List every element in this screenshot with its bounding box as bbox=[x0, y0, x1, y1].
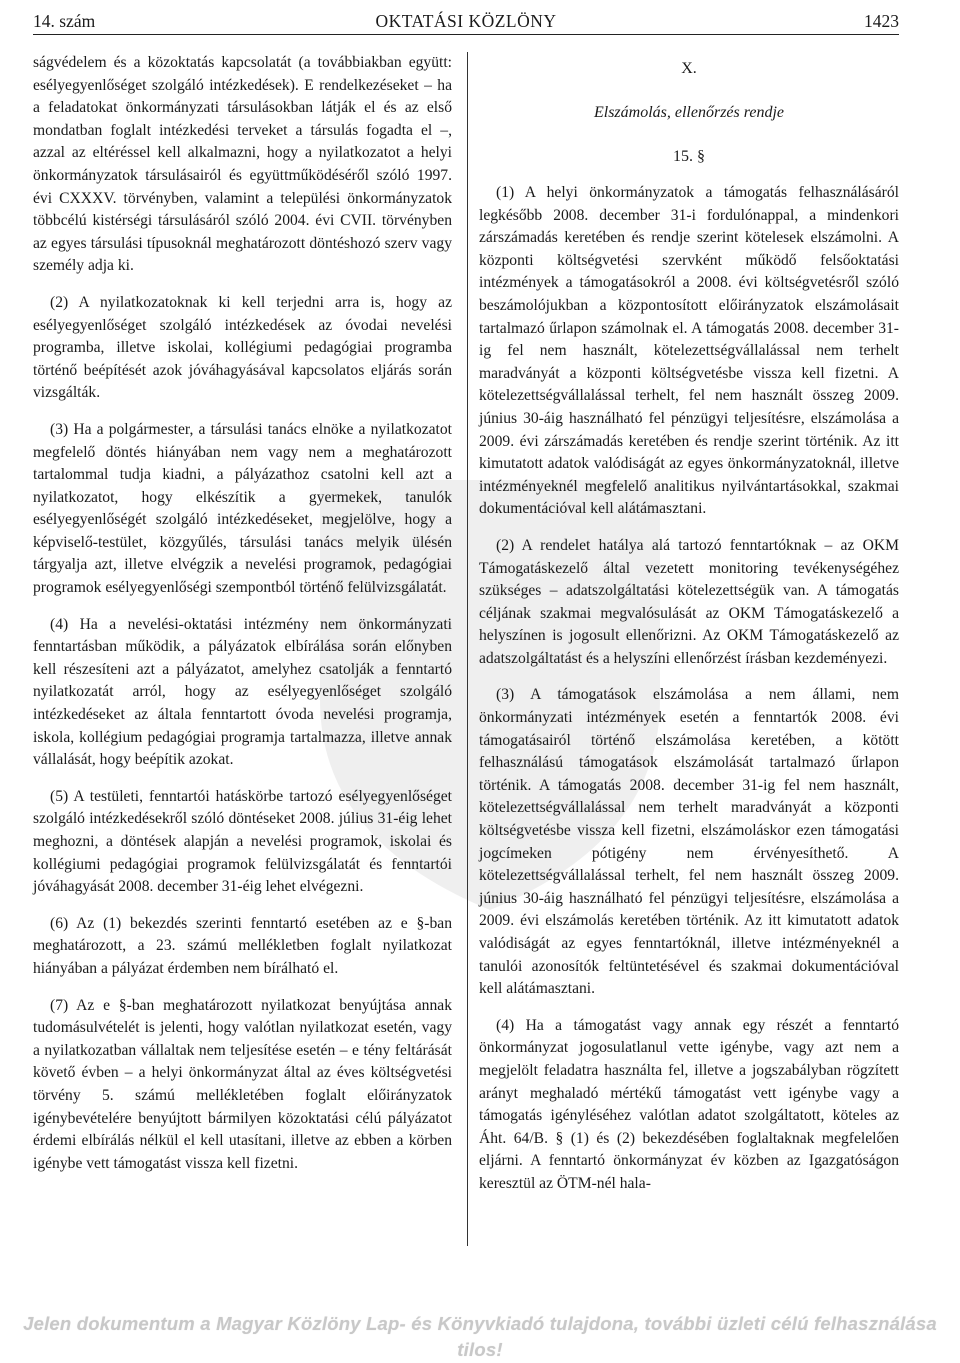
paragraph: (4) Ha a nevelési-oktatási intézmény nem önkormányzati fenntartásban működik, a pályázatok elbírálása során előnyben kell részesíteni azt a pályázatot, amelyhez csatolják a fenntartó nyilatkozatát arról, hogy az esélyegyenlőséget szolgáló intézkedéseket az általa fenntartott óvoda nevelési programja, iskola, kollégium pedagógiai programja tartalmazza, illetve annak vállalását, hogy beépítik azokat. bbox=[33, 615, 452, 769]
paragraph: ságvédelem és a közoktatás kapcsolatát (a továbbiakban együtt: esélyegyenlőséget szolgáló intézkedések). E rendelkezéseket – ha a feladatokat önkormányzati társulásokban látják el és az első mondatban foglalt intézkedési terveket a társulás fogadta el –, azzal az eltéréssel kell alkalmazni, hogy a nyilatkozatot a helyi önkormányzatok társulásairól és együttműködéséről szóló 1997. évi CXXXV. törvényben, valamint a települési önkormányzatok többcélú kistérségi társulásáról szóló 2004. évi CVII. törvényben az egyes társulási típusoknál meghatározott döntéshozó szerv vagy személy adja ki. bbox=[33, 54, 452, 275]
paragraph: (2) A nyilatkozatoknak ki kell terjedni arra is, hogy az esélyegyenlőséget szolgáló intézkedések az óvodai nevelési programba, illetve iskolai, kollégiumi pedagógiai programba történő beépítését azok jóváhagyásával kapcsolatos eljárás során vizsgálták. bbox=[33, 293, 452, 402]
section-number: X. bbox=[681, 60, 697, 77]
copyright-notice: Jelen dokumentum a Magyar Közlöny Lap- és Könyvkiadó tulajdona, további üzleti célú felhasználása tilos! bbox=[23, 1313, 937, 1360]
column-divider bbox=[467, 52, 468, 1246]
left-column bbox=[33, 52, 452, 1189]
right-column bbox=[479, 52, 899, 1210]
paragraph: (6) Az (1) bekezdés szerinti fenntartó esetében az e §-ban meghatározott, a 23. számú mellékletben foglalt nyilatkozat hiányában a pályázat érdemben nem bírálható el. bbox=[33, 914, 452, 977]
paragraph: (3) Ha a polgármester, a társulási tanács elnöke a nyilatkozatot megfelelő döntés hiányában nem vagy nem a meghatározott tartalommal tudja kiadni, a pályázathoz csatolni kell azt a nyilatkozatot, hogy elkészítik a gyermekek, tanulók esélyegyenlőségét szolgáló intézkedéseket, megjelölve, hogy a képviselő-testület, közgyűlés, társulási tanács melyik ülésén tárgyalja azt, illetve elvégzik a nevelési programok, pedagógiai programok esélyegyenlőségi szempontból történő felülvizsgálatát. bbox=[33, 420, 452, 597]
issue-number: 14. szám bbox=[33, 11, 96, 31]
paragraph: (2) A rendelet hatálya alá tartozó fenntartóknak – az OKM Támogatáskezelő által vezetett monitoring tevékenységéhez szükséges – adatszolgáltatási kötelezettségük van. A támogatás céljának szakmai megvalósulását az OKM Támogatáskezelő a helyszínen is jogosult ellenőrizni. Az OKM Támogatáskezelő az adatszolgáltatást és a helyszíni ellenőrzést írásban kezdeményezi. bbox=[479, 536, 899, 667]
journal-title: OKTATÁSI KÖZLÖNY bbox=[375, 11, 557, 31]
paragraph: (4) Ha a támogatást vagy annak egy részét a fenntartó önkormányzat jogosulatlanul vette igénybe, vagy azt nem a megjelölt feladatra használta fel, illetve a jogszabályban rögzített arányt meghaladó mértékű támogatást vett igénybe vagy a támogatás igényléséhez valótlan adatot szolgáltatott, köteles az Áht. 64/B. § (1) és (2) bekezdésében foglaltaknak megfelelően eljárni. A fenntartó önkormányzat év közben az Igazgatóságon keresztül az ÖTM-nél hala- bbox=[479, 1016, 899, 1192]
paragraph-heading: 15. § bbox=[673, 148, 705, 165]
section-title: Elszámolás, ellenőrzés rendje bbox=[593, 104, 785, 121]
paragraph: (7) Az e §-ban meghatározott nyilatkozat benyújtása annak tudomásulvételét is jelenti, hogy valótlan nyilatkozat esetén, vagy a nyilatkozatban vállaltak nem teljesítése esetén – e tény feltárását követő évben – a helyi önkormányzat által az éves költségvetési törvény 5. számú mellékletében foglalt előirányzatok igénybevételére benyújtott bármilyen közoktatási célú pályázatot érdemi elbírálás nélkül el kell utasítani, illetve az ebben a körben igénybe vett támogatást vissza kell fizetni. bbox=[33, 996, 452, 1172]
paragraph: (5) A testületi, fenntartói hatáskörbe tartozó esélyegyenlőséget szolgáló intézkedésekről szóló döntéseket 2008. július 31-éig lehet meghozni, a döntések alapján a nevelési programok, iskolai és kollégiumi pedagógiai programok felülvizsgálatát és fenntartói jóváhagyását 2008. december 31-éig lehet elvégezni. bbox=[33, 787, 452, 896]
page-header bbox=[33, 8, 899, 34]
header-rule bbox=[33, 34, 899, 35]
page-number: 1423 bbox=[864, 11, 899, 31]
paragraph: (3) A támogatások elszámolása a nem állami, nem önkormányzati intézmények esetén a fenntartók 2008. évi támogatásairól történő elszámolása keretében, a kötött felhasználású támogatások elszámolását tartalmazó űrlapon történik. A támogatás 2008. december 31-ig fel nem használt, kötelezettségvállalással nem terhelt maradványát a központi költségvetésbe vissza kell fizetni, elszámoláskor ezen támogatási jogcímeken pótigény nem érvényesíthető. A kötelezettségvállalással terhelt, fel nem használt összeg 2009. június 30-áig használható fel pénzügyi teljesítésre, elszámolása a 2009. évi elszámolás keretében történik. Az itt kimutatott adatok valódiságát az egyes fenntartóknál, illetve intézményeknél a tanulói azonosítók feltüntetésével és szakmai dokumentációval kell alátámasztani. bbox=[479, 686, 899, 998]
paragraph: (1) A helyi önkormányzatok a támogatás felhasználásáról legkésőbb 2008. december 31-i fordulónappal, a mindenkori zárszámadás keretében és rendje szerint kötelesek elszámolni. A központi költségvetési szervként működő felsőoktatási intézmények a támogatásokról a 2008. évi költségvetésről szóló beszámolójukban a központosított előirányzatok elszámolásait tartalmazó űrlapon számolnak el. A támogatás 2008. december 31-ig fel nem használt, kötelezettségvállalással nem terhelt maradványát a központi költségvetésbe vissza kell fizetni. A kötelezettségvállalással terhelt, fel nem használt összeg 2009. június 30-áig használható fel pénzügyi teljesítésre, elszámolása a 2009. évi zárszámadás keretében és rendje szerint történik. Az itt kimutatott adatok valódiságát az egyes önkormányzatoknál, illetve intézményeknél megfelelő analitikus nyilvántartásokkal, szakmai dokumentációval kell alátámasztani. bbox=[479, 184, 899, 518]
